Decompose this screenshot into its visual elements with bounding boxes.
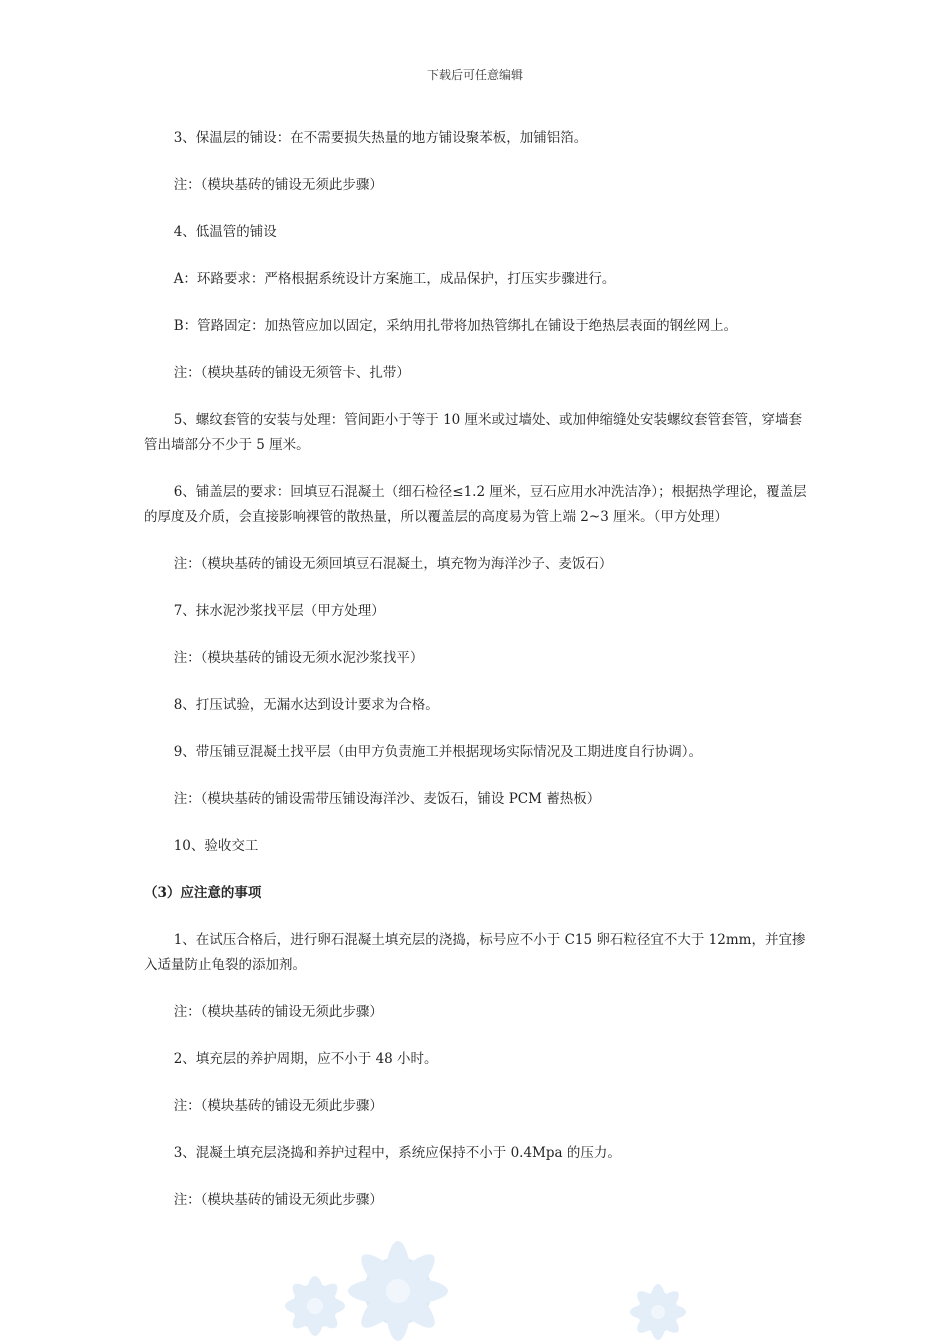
snowflake-icon — [285, 1276, 345, 1336]
note-paragraph: 注：（模块基砖的铺设无须此步骤） — [173, 1098, 383, 1114]
paragraph: 1、在试压合格后，进行卵石混凝土填充层的浇捣，标号应不小于 C15 卵石粒径宜不大于 12mm，并宜掺入适量防止龟裂的添加剂。 — [144, 932, 806, 973]
paragraph: 3、混凝土填充层浇捣和养护过程中，系统应保持不小于 0.4Mpa 的压力。 — [173, 1145, 621, 1161]
snowflake-watermark — [270, 1236, 720, 1344]
snowflake-icon — [348, 1241, 448, 1341]
paragraph: 9、带压铺豆混凝土找平层（由甲方负责施工并根据现场实际情况及工期进度自行协调）。 — [173, 744, 703, 760]
note-paragraph: 注：（模块基砖的铺设无须此步骤） — [173, 177, 383, 193]
paragraph: 8、打压试验，无漏水达到设计要求为合格。 — [173, 697, 439, 713]
paragraph: 2、填充层的养护周期，应不小于 48 小时。 — [173, 1051, 438, 1067]
paragraph: A：环路要求：严格根据系统设计方案施工，成品保护，打压实步骤进行。 — [173, 271, 616, 287]
note-paragraph: 注：（模块基砖的铺设需带压铺设海洋沙、麦饭石，铺设 PCM 蓄热板） — [173, 791, 601, 807]
paragraph: 4、低温管的铺设 — [173, 224, 277, 240]
page-header: 下载后可任意编辑 — [426, 68, 523, 82]
note-paragraph: 注：（模块基砖的铺设无须此步骤） — [173, 1192, 383, 1208]
paragraph: 3、保温层的铺设：在不需要损失热量的地方铺设聚苯板，加铺铝箔。 — [173, 130, 588, 146]
paragraph: B：管路固定：加热管应加以固定，采纳用扎带将加热管绑扎在铺设于绝热层表面的钢丝网上。 — [173, 318, 738, 334]
paragraph: 10、验收交工 — [173, 838, 259, 854]
document-body — [144, 126, 808, 1235]
note-paragraph: 注：（模块基砖的铺设无须管卡、扎带） — [173, 365, 410, 381]
paragraph: 6、铺盖层的要求：回填豆石混凝土（细石检径≤1.2 厘米，豆石应用水冲洗洁净）；根据热学理论，覆盖层的厚度及介质，会直接影响裸管的散热量，所以覆盖层的高度易为管上端 2~3 厘米。（甲方处理） — [144, 484, 807, 525]
section-heading: （3）应注意的事项 — [144, 885, 262, 901]
paragraph: 5、螺纹套管的安装与处理：管间距小于等于 10 厘米或过墙处、或加伸缩缝处安装螺纹套管套管，穿墙套管出墙部分不少于 5 厘米。 — [144, 412, 803, 453]
note-paragraph: 注：（模块基砖的铺设无须此步骤） — [173, 1004, 383, 1020]
snowflake-icon — [630, 1284, 686, 1340]
paragraph: 7、抹水泥沙浆找平层（甲方处理） — [173, 603, 385, 619]
note-paragraph: 注：（模块基砖的铺设无须水泥沙浆找平） — [173, 650, 424, 666]
note-paragraph: 注：（模块基砖的铺设无须回填豆石混凝土，填充物为海洋沙子、麦饭石） — [173, 556, 613, 572]
